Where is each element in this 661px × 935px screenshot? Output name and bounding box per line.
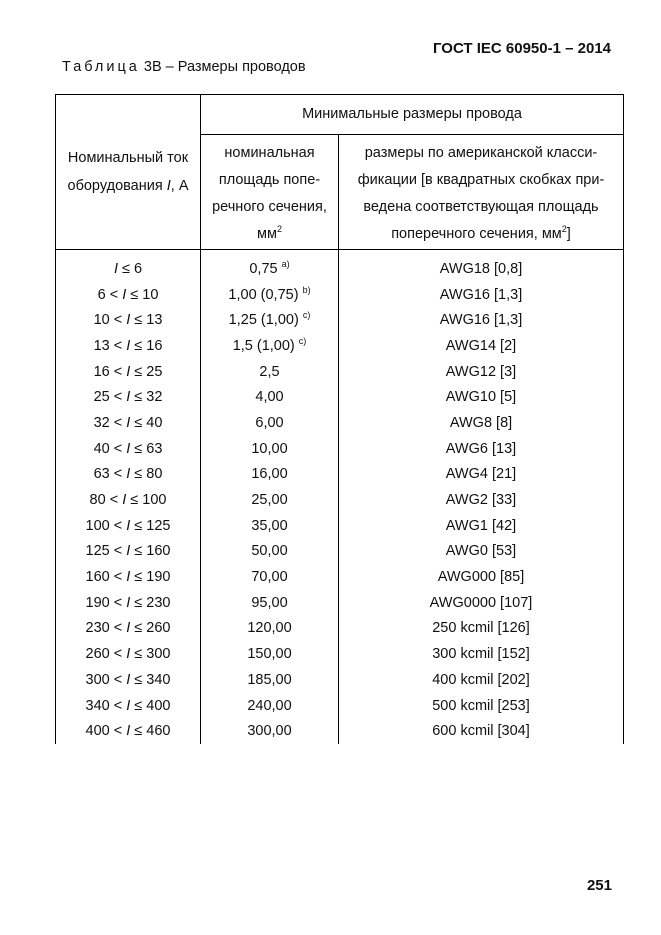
page-number: 251 [586, 877, 612, 894]
standard-designation: ГОСТ IEC 60950-1 – 2014 [432, 40, 611, 57]
cell-area [201, 693, 339, 719]
current-variable: I [126, 569, 131, 586]
cell-area [201, 590, 339, 616]
header-rated-current-line2-post: , А [170, 178, 189, 194]
cell-area-value: 185,00 [247, 671, 292, 688]
cell-awg: 300 kcmil [152] [339, 641, 624, 667]
current-variable: I [126, 389, 131, 406]
current-variable: I [126, 594, 131, 611]
cell-area-footnote: a) [281, 258, 290, 269]
cell-area-value: 2,5 [259, 363, 280, 380]
current-variable: I [126, 517, 131, 534]
current-variable: I [126, 620, 131, 637]
table-caption [62, 59, 306, 75]
table-row [56, 539, 624, 565]
cell-current: 400 < I ≤ 460 [56, 718, 201, 744]
cell-awg: AWG14 [2] [339, 333, 624, 359]
cell-current: 13 < I ≤ 16 [56, 333, 201, 359]
cell-awg: AWG8 [8] [339, 410, 624, 436]
table-row [56, 462, 624, 488]
header-rated-current-line1: Номинальный ток [67, 150, 189, 166]
cell-area-value: 1,00 (0,75) [228, 286, 299, 303]
cell-awg: 400 kcmil [202] [339, 667, 624, 693]
header-nominal-area-line1: номинальная [224, 145, 315, 161]
cell-area [201, 359, 339, 385]
cell-current: 160 < I ≤ 190 [56, 564, 201, 590]
cell-current: 190 < I ≤ 230 [56, 590, 201, 616]
current-variable: I [122, 286, 127, 303]
current-variable: I [126, 414, 131, 431]
cell-area [201, 282, 339, 308]
cell-area-footnote: b) [302, 284, 311, 295]
current-variable: I [113, 260, 118, 277]
cell-area-value: 120,00 [247, 620, 292, 637]
header-awg-line1: размеры по американской класси- [364, 145, 598, 161]
cell-awg: AWG000 [85] [339, 564, 624, 590]
cell-awg: AWG16 [1,3] [339, 307, 624, 333]
cell-area [201, 513, 339, 539]
table-row [56, 641, 624, 667]
cell-awg: 600 kcmil [304] [339, 718, 624, 744]
cell-awg: AWG6 [13] [339, 436, 624, 462]
table-row [56, 667, 624, 693]
table-row [56, 307, 624, 333]
current-variable: I [126, 466, 131, 483]
cell-current: 16 < I ≤ 25 [56, 359, 201, 385]
current-variable: I [126, 671, 131, 688]
table-row [56, 590, 624, 616]
table-row [56, 333, 624, 359]
cell-area-value: 240,00 [247, 697, 292, 714]
cell-area [201, 307, 339, 333]
cell-current: 340 < I ≤ 400 [56, 693, 201, 719]
cell-awg: 250 kcmil [126] [339, 616, 624, 642]
cell-current: 260 < I ≤ 300 [56, 641, 201, 667]
cell-current: I ≤ 6 [56, 250, 201, 282]
current-variable: I [126, 697, 131, 714]
cell-area [201, 410, 339, 436]
wire-sizes-table [55, 94, 624, 744]
current-variable: I [126, 312, 131, 329]
cell-current: 300 < I ≤ 340 [56, 667, 201, 693]
cell-awg: AWG2 [33] [339, 487, 624, 513]
table-row [56, 359, 624, 385]
current-variable: I [126, 723, 131, 740]
table-caption-number: 3В [143, 59, 162, 75]
cell-area [201, 616, 339, 642]
header-rated-current-var: I [166, 178, 171, 194]
cell-current: 80 < I ≤ 100 [56, 487, 201, 513]
table-body [56, 250, 624, 745]
cell-current: 10 < I ≤ 13 [56, 307, 201, 333]
cell-area-value: 4,00 [255, 389, 284, 406]
cell-area-footnote: c) [302, 310, 311, 321]
table-row [56, 718, 624, 744]
header-awg-line2: фикации [в квадратных скобках при- [357, 172, 605, 188]
cell-awg: AWG18 [0,8] [339, 250, 624, 282]
cell-current: 125 < I ≤ 160 [56, 539, 201, 565]
header-rated-current-line2-pre: оборудования [67, 178, 167, 194]
table-row [56, 436, 624, 462]
cell-area [201, 250, 339, 282]
header-awg-line4-end: ] [566, 226, 571, 242]
current-variable: I [122, 492, 127, 509]
header-awg [339, 135, 624, 250]
cell-area-value: 50,00 [251, 543, 288, 560]
cell-area [201, 462, 339, 488]
cell-current: 25 < I ≤ 32 [56, 384, 201, 410]
cell-awg: AWG1 [42] [339, 513, 624, 539]
current-variable: I [126, 440, 131, 457]
current-variable: I [126, 337, 131, 354]
current-variable: I [126, 543, 131, 560]
cell-area-footnote: c) [298, 335, 307, 346]
cell-area-value: 35,00 [251, 517, 288, 534]
cell-area-value: 10,00 [251, 440, 288, 457]
table-caption-label: Таблица [62, 59, 140, 75]
cell-current: 63 < I ≤ 80 [56, 462, 201, 488]
header-nominal-area-line4: мм [257, 226, 277, 242]
cell-area [201, 333, 339, 359]
cell-area-value: 150,00 [247, 646, 292, 663]
cell-awg: AWG10 [5] [339, 384, 624, 410]
cell-area-value: 1,25 (1,00) [228, 312, 299, 329]
cell-awg: AWG4 [21] [339, 462, 624, 488]
table-row [56, 250, 624, 282]
cell-awg: 500 kcmil [253] [339, 693, 624, 719]
current-variable: I [126, 363, 131, 380]
cell-area-value: 6,00 [255, 414, 284, 431]
cell-area-value: 0,75 [249, 260, 278, 277]
cell-area-value: 1,5 (1,00) [232, 337, 295, 354]
cell-awg: AWG0 [53] [339, 539, 624, 565]
table-row [56, 384, 624, 410]
cell-area [201, 539, 339, 565]
cell-area [201, 564, 339, 590]
header-awg-line3: ведена соответствующая площадь [363, 199, 599, 215]
header-nominal-area-line3: речного сечения, [212, 199, 327, 215]
cell-area-value: 25,00 [251, 492, 288, 509]
cell-area-value: 95,00 [251, 594, 288, 611]
cell-area [201, 487, 339, 513]
cell-current: 40 < I ≤ 63 [56, 436, 201, 462]
current-variable: I [126, 646, 131, 663]
cell-area [201, 436, 339, 462]
cell-current: 230 < I ≤ 260 [56, 616, 201, 642]
table-row [56, 564, 624, 590]
table-row [56, 282, 624, 308]
header-awg-sup: 2 [561, 224, 567, 234]
cell-current: 6 < I ≤ 10 [56, 282, 201, 308]
header-min-wire-sizes: Минимальные размеры провода [201, 95, 624, 135]
cell-area [201, 384, 339, 410]
cell-awg: AWG16 [1,3] [339, 282, 624, 308]
table-caption-title: Размеры проводов [177, 59, 306, 75]
header-nominal-area-line2: площадь попе- [218, 172, 321, 188]
cell-current: 32 < I ≤ 40 [56, 410, 201, 436]
table-row [56, 513, 624, 539]
cell-area [201, 641, 339, 667]
table-row [56, 410, 624, 436]
cell-area-value: 300,00 [247, 723, 292, 740]
header-awg-line4: поперечного сечения, мм [391, 226, 562, 242]
header-rated-current [56, 95, 201, 250]
table-row [56, 487, 624, 513]
cell-current: 100 < I ≤ 125 [56, 513, 201, 539]
header-nominal-area [201, 135, 339, 250]
table-caption-dash: – [165, 59, 174, 75]
table-row [56, 693, 624, 719]
cell-awg: AWG0000 [107] [339, 590, 624, 616]
cell-awg: AWG12 [3] [339, 359, 624, 385]
cell-area-value: 70,00 [251, 569, 288, 586]
header-nominal-area-sup: 2 [276, 224, 282, 234]
cell-area-value: 16,00 [251, 466, 288, 483]
table-row [56, 616, 624, 642]
cell-area [201, 667, 339, 693]
cell-area [201, 718, 339, 744]
